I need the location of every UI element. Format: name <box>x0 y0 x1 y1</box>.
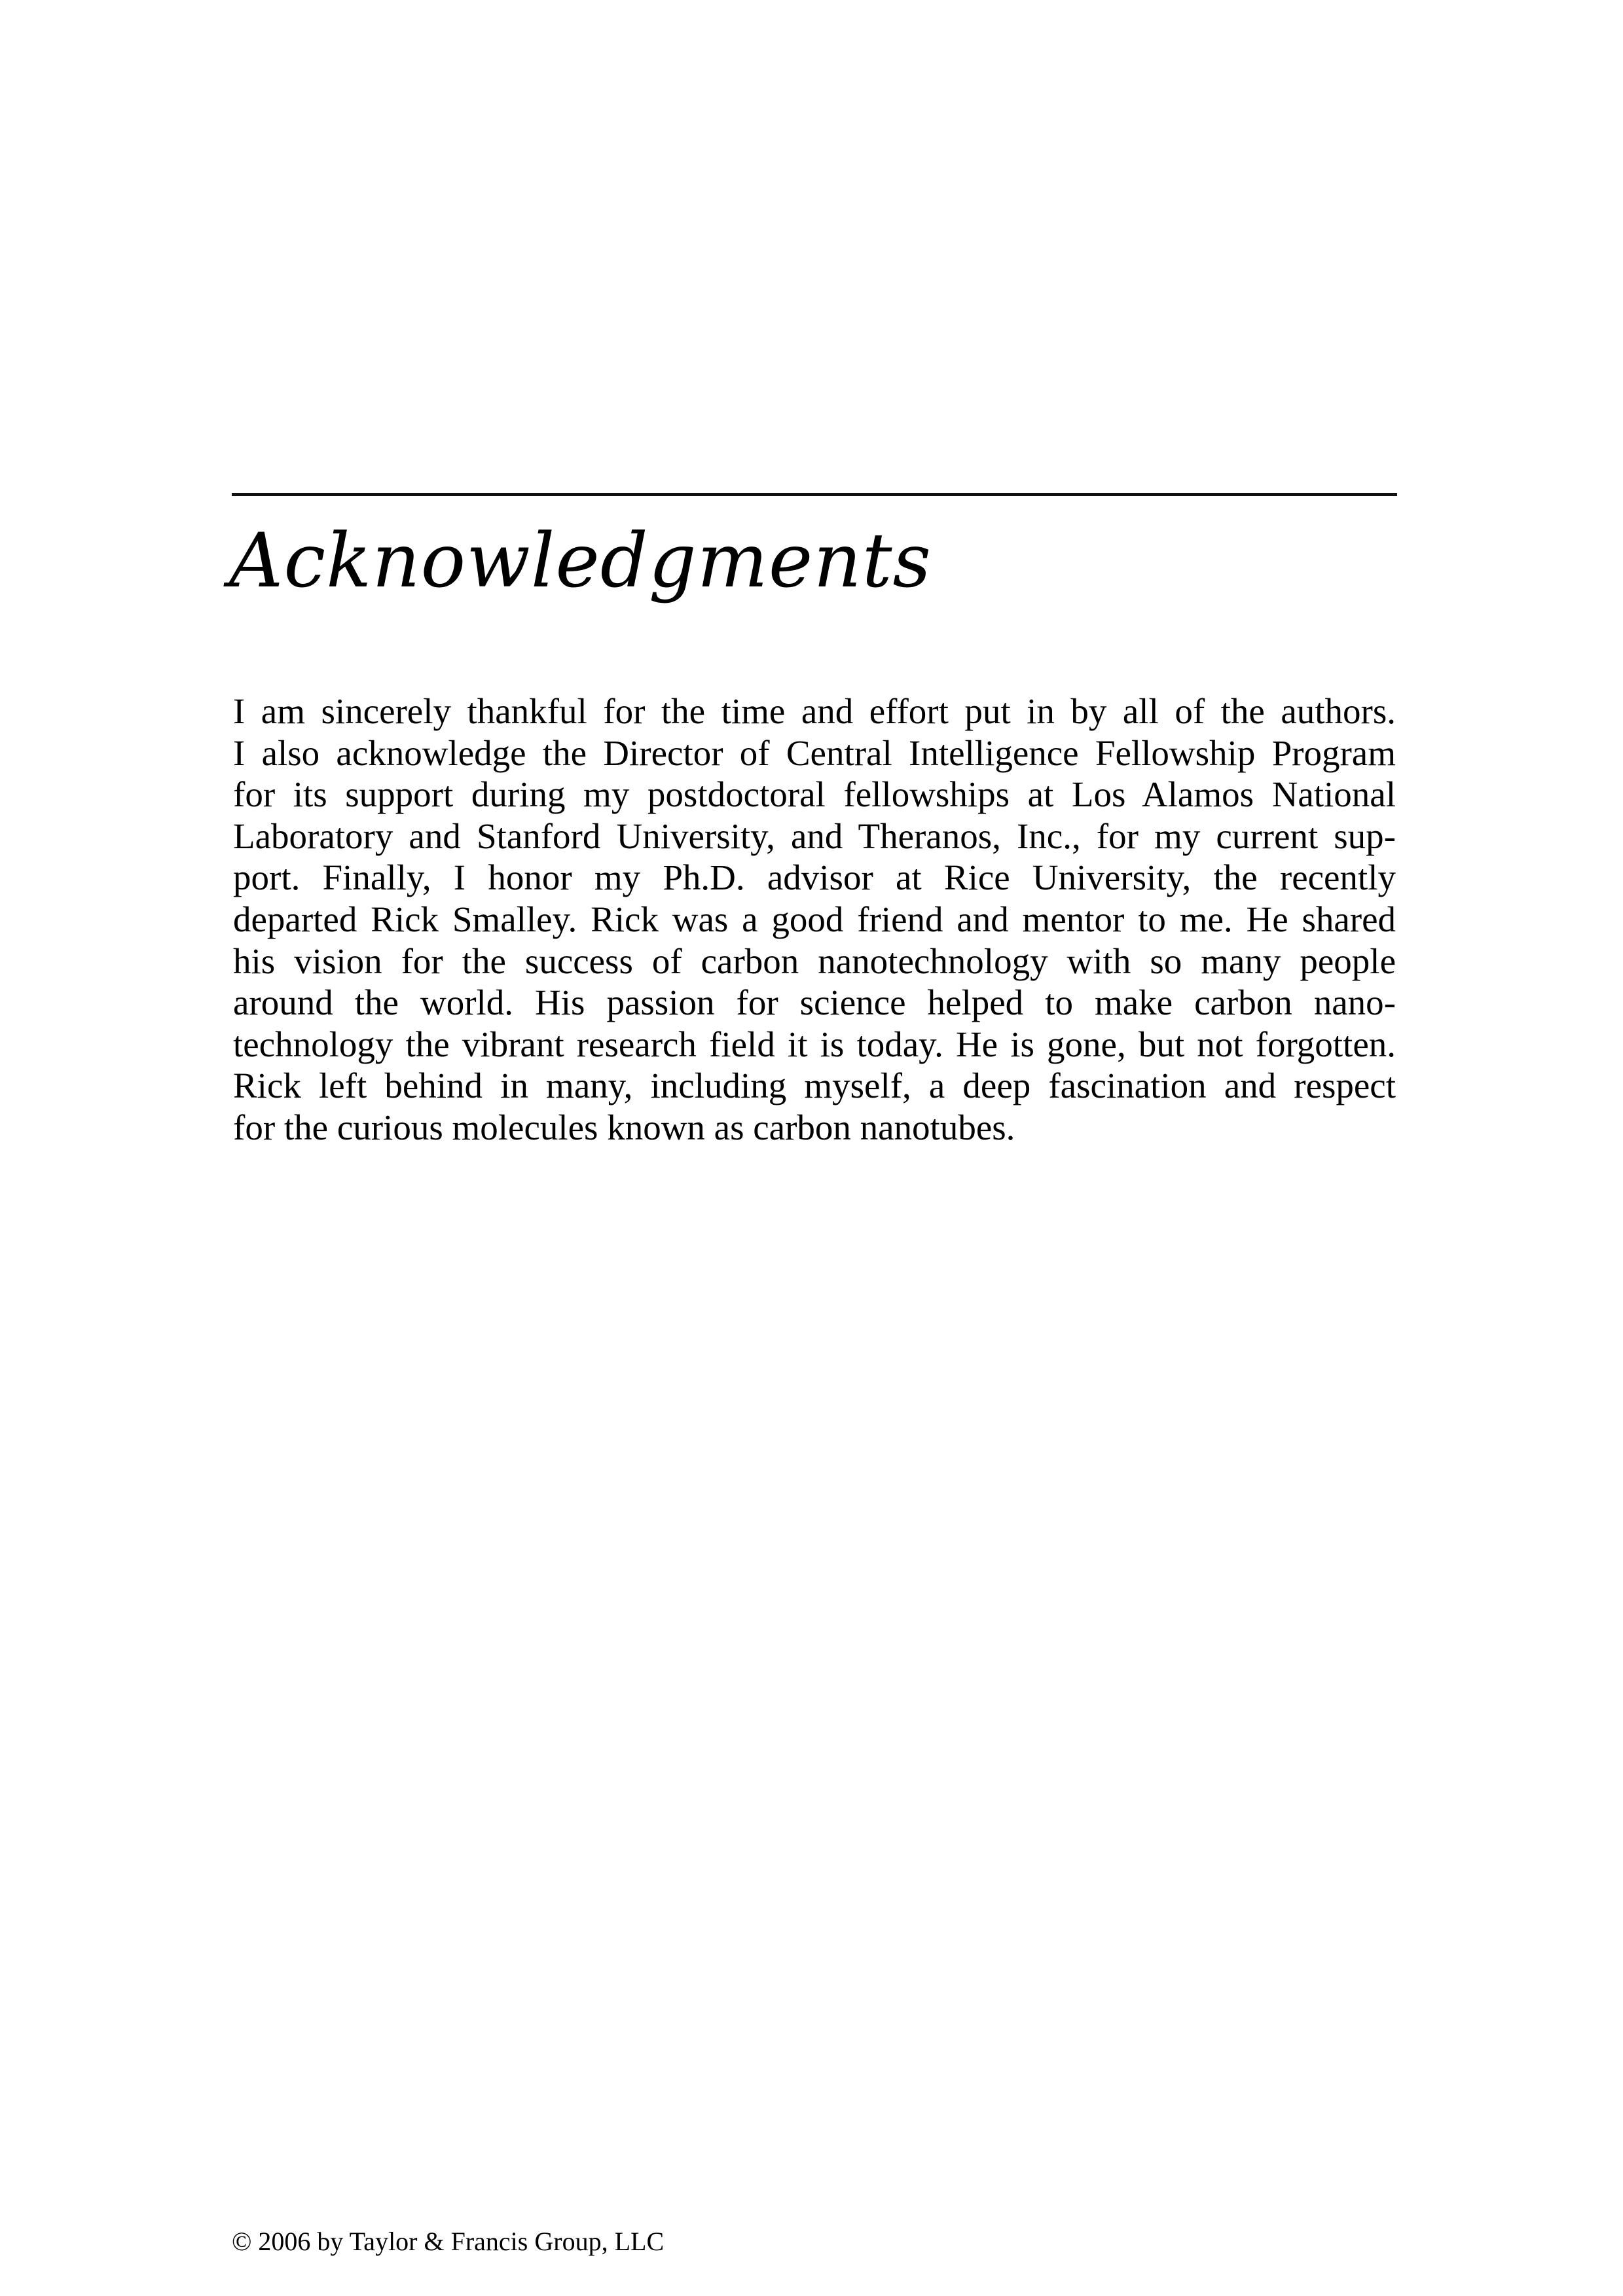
paragraph-line: around the world. His passion for science helped to make carbon nano- <box>233 982 1396 1023</box>
paragraph-line: for the curious molecules known as carbon nanotubes. <box>233 1107 1015 1147</box>
paragraph-line: technology the vibrant research field it is today. He is gone, but not forgotten. <box>233 1024 1396 1064</box>
paragraph-line: Rick left behind in many, including myself, a deep fascination and respect <box>233 1066 1396 1106</box>
paragraph-line: I am sincerely thankful for the time and effort put in by all of the authors. <box>233 691 1396 731</box>
paragraph-line: I also acknowledge the Director of Central Intelligence Fellowship Program <box>233 732 1396 773</box>
page-title: Acknowledgments <box>229 517 932 604</box>
paragraph-line: port. Finally, I honor my Ph.D. advisor at Rice University, the recently <box>233 857 1396 898</box>
heading-rule <box>232 493 1397 496</box>
paragraph-line: Laboratory and Stanford University, and Theranos, Inc., for my current sup- <box>233 816 1396 856</box>
acknowledgments-paragraph <box>233 691 1396 1149</box>
paragraph-line: his vision for the success of carbon nanotechnology with so many people <box>233 941 1396 981</box>
paragraph-line: for its support during my postdoctoral fellowships at Los Alamos National <box>233 774 1396 815</box>
paragraph-line: departed Rick Smalley. Rick was a good friend and mentor to me. He shared <box>233 899 1396 939</box>
copyright-footer: © 2006 by Taylor & Francis Group, LLC <box>232 2227 665 2256</box>
